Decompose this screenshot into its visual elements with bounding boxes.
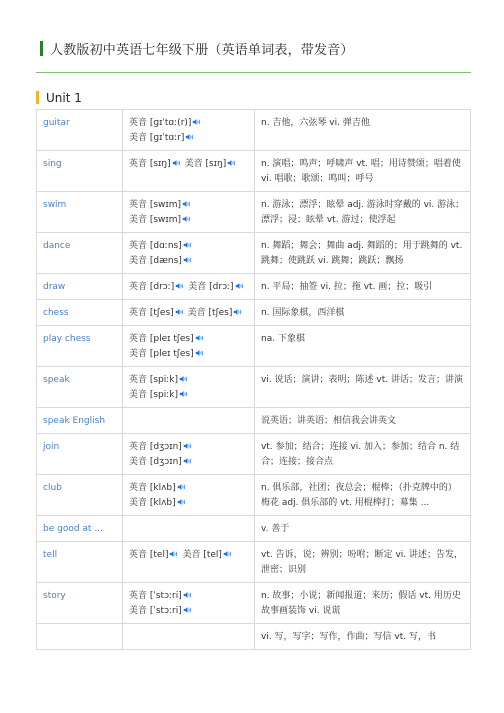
pronunciation-cell bbox=[123, 110, 255, 151]
page-title-text: 人教版初中英语七年级下册（英语单词表，带发音） bbox=[50, 42, 354, 58]
speaker-icon[interactable] bbox=[195, 349, 204, 357]
definition-cell: n. 故事；小说；新闻报道；来历；假话 vt. 用历史故事画装饰 vi. 说谎 bbox=[255, 583, 471, 624]
british-pronunciation: 英音 [spiːk] bbox=[129, 375, 179, 385]
pronunciation-cell bbox=[123, 151, 255, 192]
british-pronunciation: 英音 [ɡɪˈtɑː(r)] bbox=[129, 118, 192, 128]
table-row bbox=[37, 300, 471, 326]
speaker-icon[interactable] bbox=[179, 390, 188, 398]
definition-cell: na. 下象棋 bbox=[255, 326, 471, 367]
speaker-icon[interactable] bbox=[182, 215, 191, 223]
speaker-icon[interactable] bbox=[233, 308, 242, 316]
word-cell: story bbox=[37, 583, 123, 624]
definition-cell: n. 舞蹈；舞会；舞曲 adj. 舞蹈的；用于跳舞的 vt. 跳舞；使跳跃 vi. 跳舞；跳跃；飘扬 bbox=[255, 233, 471, 274]
vocabulary-table-body bbox=[37, 110, 471, 650]
vocabulary-table bbox=[36, 109, 471, 650]
british-pronunciation: 英音 [dʒɔɪn] bbox=[129, 442, 182, 452]
speaker-icon[interactable] bbox=[183, 606, 192, 614]
speaker-icon[interactable] bbox=[179, 375, 188, 383]
speaker-icon[interactable] bbox=[185, 133, 194, 141]
british-pronunciation: 英音 [sɪŋ] bbox=[129, 159, 171, 169]
word-cell: draw bbox=[37, 274, 123, 300]
unit-accent-bar bbox=[36, 91, 39, 104]
american-pronunciation: 美音 [ˈstɔːri] bbox=[129, 606, 182, 616]
table-row bbox=[37, 516, 471, 542]
title-accent-bar bbox=[40, 41, 43, 56]
pronunciation-cell bbox=[123, 367, 255, 408]
definition-cell: n. 演唱；鸣声；呼啸声 vt. 唱；用诗赞颂；唱着使 vi. 唱歌；歌颂；鸣叫；呼号 bbox=[255, 151, 471, 192]
speaker-icon[interactable] bbox=[172, 159, 181, 167]
table-row bbox=[37, 624, 471, 650]
speaker-icon[interactable] bbox=[227, 159, 236, 167]
speaker-icon[interactable] bbox=[177, 498, 186, 506]
speaker-icon[interactable] bbox=[195, 334, 204, 342]
definition-cell: n. 国际象棋，西洋棋 bbox=[255, 300, 471, 326]
unit-heading bbox=[36, 89, 82, 106]
pronunciation-cell bbox=[123, 274, 255, 300]
british-pronunciation: 英音 [tel] bbox=[129, 550, 169, 560]
british-pronunciation: 英音 [pleɪ tʃes] bbox=[129, 334, 194, 344]
table-row bbox=[37, 542, 471, 583]
definition-cell: n. 游泳；漂浮；眩晕 adj. 游泳时穿戴的 vi. 游泳；漂浮；浸；眩晕 vt. 游过；使浮起 bbox=[255, 192, 471, 233]
american-pronunciation: 美音 [sɪŋ] bbox=[184, 159, 227, 169]
word-cell: guitar bbox=[37, 110, 123, 151]
speaker-icon[interactable] bbox=[175, 282, 184, 290]
table-row bbox=[37, 408, 471, 434]
speaker-icon[interactable] bbox=[183, 256, 192, 264]
american-pronunciation: 美音 [drɔː] bbox=[188, 282, 234, 292]
word-cell: speak bbox=[37, 367, 123, 408]
table-row bbox=[37, 583, 471, 624]
british-pronunciation: 英音 [drɔː] bbox=[129, 282, 175, 292]
american-pronunciation: 美音 [pleɪ tʃes] bbox=[129, 349, 194, 359]
table-row bbox=[37, 367, 471, 408]
pronunciation-cell bbox=[123, 408, 255, 434]
table-row bbox=[37, 110, 471, 151]
table-row bbox=[37, 475, 471, 516]
british-pronunciation: 英音 [swɪm] bbox=[129, 200, 182, 210]
british-pronunciation: 英音 [tʃes] bbox=[129, 308, 174, 318]
word-cell: club bbox=[37, 475, 123, 516]
definition-cell: n. 平局；抽签 vi. 拉；拖 vt. 画；拉；吸引 bbox=[255, 274, 471, 300]
speaker-icon[interactable] bbox=[177, 483, 186, 491]
british-pronunciation: 英音 [dɑːns] bbox=[129, 241, 182, 251]
speaker-icon[interactable] bbox=[183, 442, 192, 450]
american-pronunciation: 美音 [tʃes] bbox=[187, 308, 233, 318]
word-cell bbox=[37, 624, 123, 650]
word-cell: speak English bbox=[37, 408, 123, 434]
pronunciation-cell bbox=[123, 583, 255, 624]
definition-cell: vt. 参加；结合；连接 vi. 加入；参加；结合 n. 结合；连接；接合点 bbox=[255, 434, 471, 475]
pronunciation-cell bbox=[123, 326, 255, 367]
speaker-icon[interactable] bbox=[183, 241, 192, 249]
british-pronunciation: 英音 [ˈstɔːri] bbox=[129, 591, 182, 601]
definition-cell: vi. 说话；演讲；表明；陈述 vt. 讲话；发言；讲演 bbox=[255, 367, 471, 408]
table-row bbox=[37, 274, 471, 300]
american-pronunciation: 美音 [dæns] bbox=[129, 256, 182, 266]
pronunciation-cell bbox=[123, 516, 255, 542]
unit-title: Unit 1 bbox=[46, 90, 82, 105]
page-title bbox=[40, 38, 354, 58]
table-row bbox=[37, 434, 471, 475]
word-cell: swim bbox=[37, 192, 123, 233]
pronunciation-cell bbox=[123, 475, 255, 516]
american-pronunciation: 美音 [dʒɔɪn] bbox=[129, 457, 182, 467]
american-pronunciation: 美音 [ɡɪˈtɑːr] bbox=[129, 133, 185, 143]
definition-cell: 说英语；讲英语；相信我会讲英文 bbox=[255, 408, 471, 434]
american-pronunciation: 美音 [spiːk] bbox=[129, 390, 179, 400]
pronunciation-cell bbox=[123, 624, 255, 650]
pronunciation-cell bbox=[123, 300, 255, 326]
speaker-icon[interactable] bbox=[183, 457, 192, 465]
pronunciation-cell bbox=[123, 233, 255, 274]
speaker-icon[interactable] bbox=[235, 282, 244, 290]
pronunciation-cell bbox=[123, 542, 255, 583]
speaker-icon[interactable] bbox=[183, 591, 192, 599]
word-cell: join bbox=[37, 434, 123, 475]
american-pronunciation: 美音 [tel] bbox=[182, 550, 222, 560]
word-cell: dance bbox=[37, 233, 123, 274]
pronunciation-cell bbox=[123, 434, 255, 475]
speaker-icon[interactable] bbox=[223, 550, 232, 558]
british-pronunciation: 英音 [klʌb] bbox=[129, 483, 176, 493]
table-row bbox=[37, 326, 471, 367]
definition-cell: n. 吉他，六弦琴 vi. 弹吉他 bbox=[255, 110, 471, 151]
definition-cell: vt. 告诉，说；辨别；吩咐；断定 vi. 讲述；告发，泄密；识别 bbox=[255, 542, 471, 583]
word-cell: tell bbox=[37, 542, 123, 583]
pronunciation-cell bbox=[123, 192, 255, 233]
speaker-icon[interactable] bbox=[175, 308, 184, 316]
definition-cell: vi. 写，写字；写作，作曲；写信 vt. 写，书 bbox=[255, 624, 471, 650]
word-cell: be good at ... bbox=[37, 516, 123, 542]
table-row bbox=[37, 151, 471, 192]
speaker-icon[interactable] bbox=[182, 200, 191, 208]
american-pronunciation: 美音 [klʌb] bbox=[129, 498, 176, 508]
title-divider bbox=[36, 72, 471, 73]
speaker-icon[interactable] bbox=[169, 550, 178, 558]
table-row bbox=[37, 233, 471, 274]
definition-cell: n. 俱乐部，社团；夜总会；棍棒；（扑克牌中的）梅花 adj. 俱乐部的 vt. 用棍棒打；募集 ... bbox=[255, 475, 471, 516]
speaker-icon[interactable] bbox=[192, 118, 201, 126]
table-row bbox=[37, 192, 471, 233]
definition-cell: v. 善于 bbox=[255, 516, 471, 542]
word-cell: sing bbox=[37, 151, 123, 192]
word-cell: chess bbox=[37, 300, 123, 326]
american-pronunciation: 美音 [swɪm] bbox=[129, 215, 182, 225]
word-cell: play chess bbox=[37, 326, 123, 367]
